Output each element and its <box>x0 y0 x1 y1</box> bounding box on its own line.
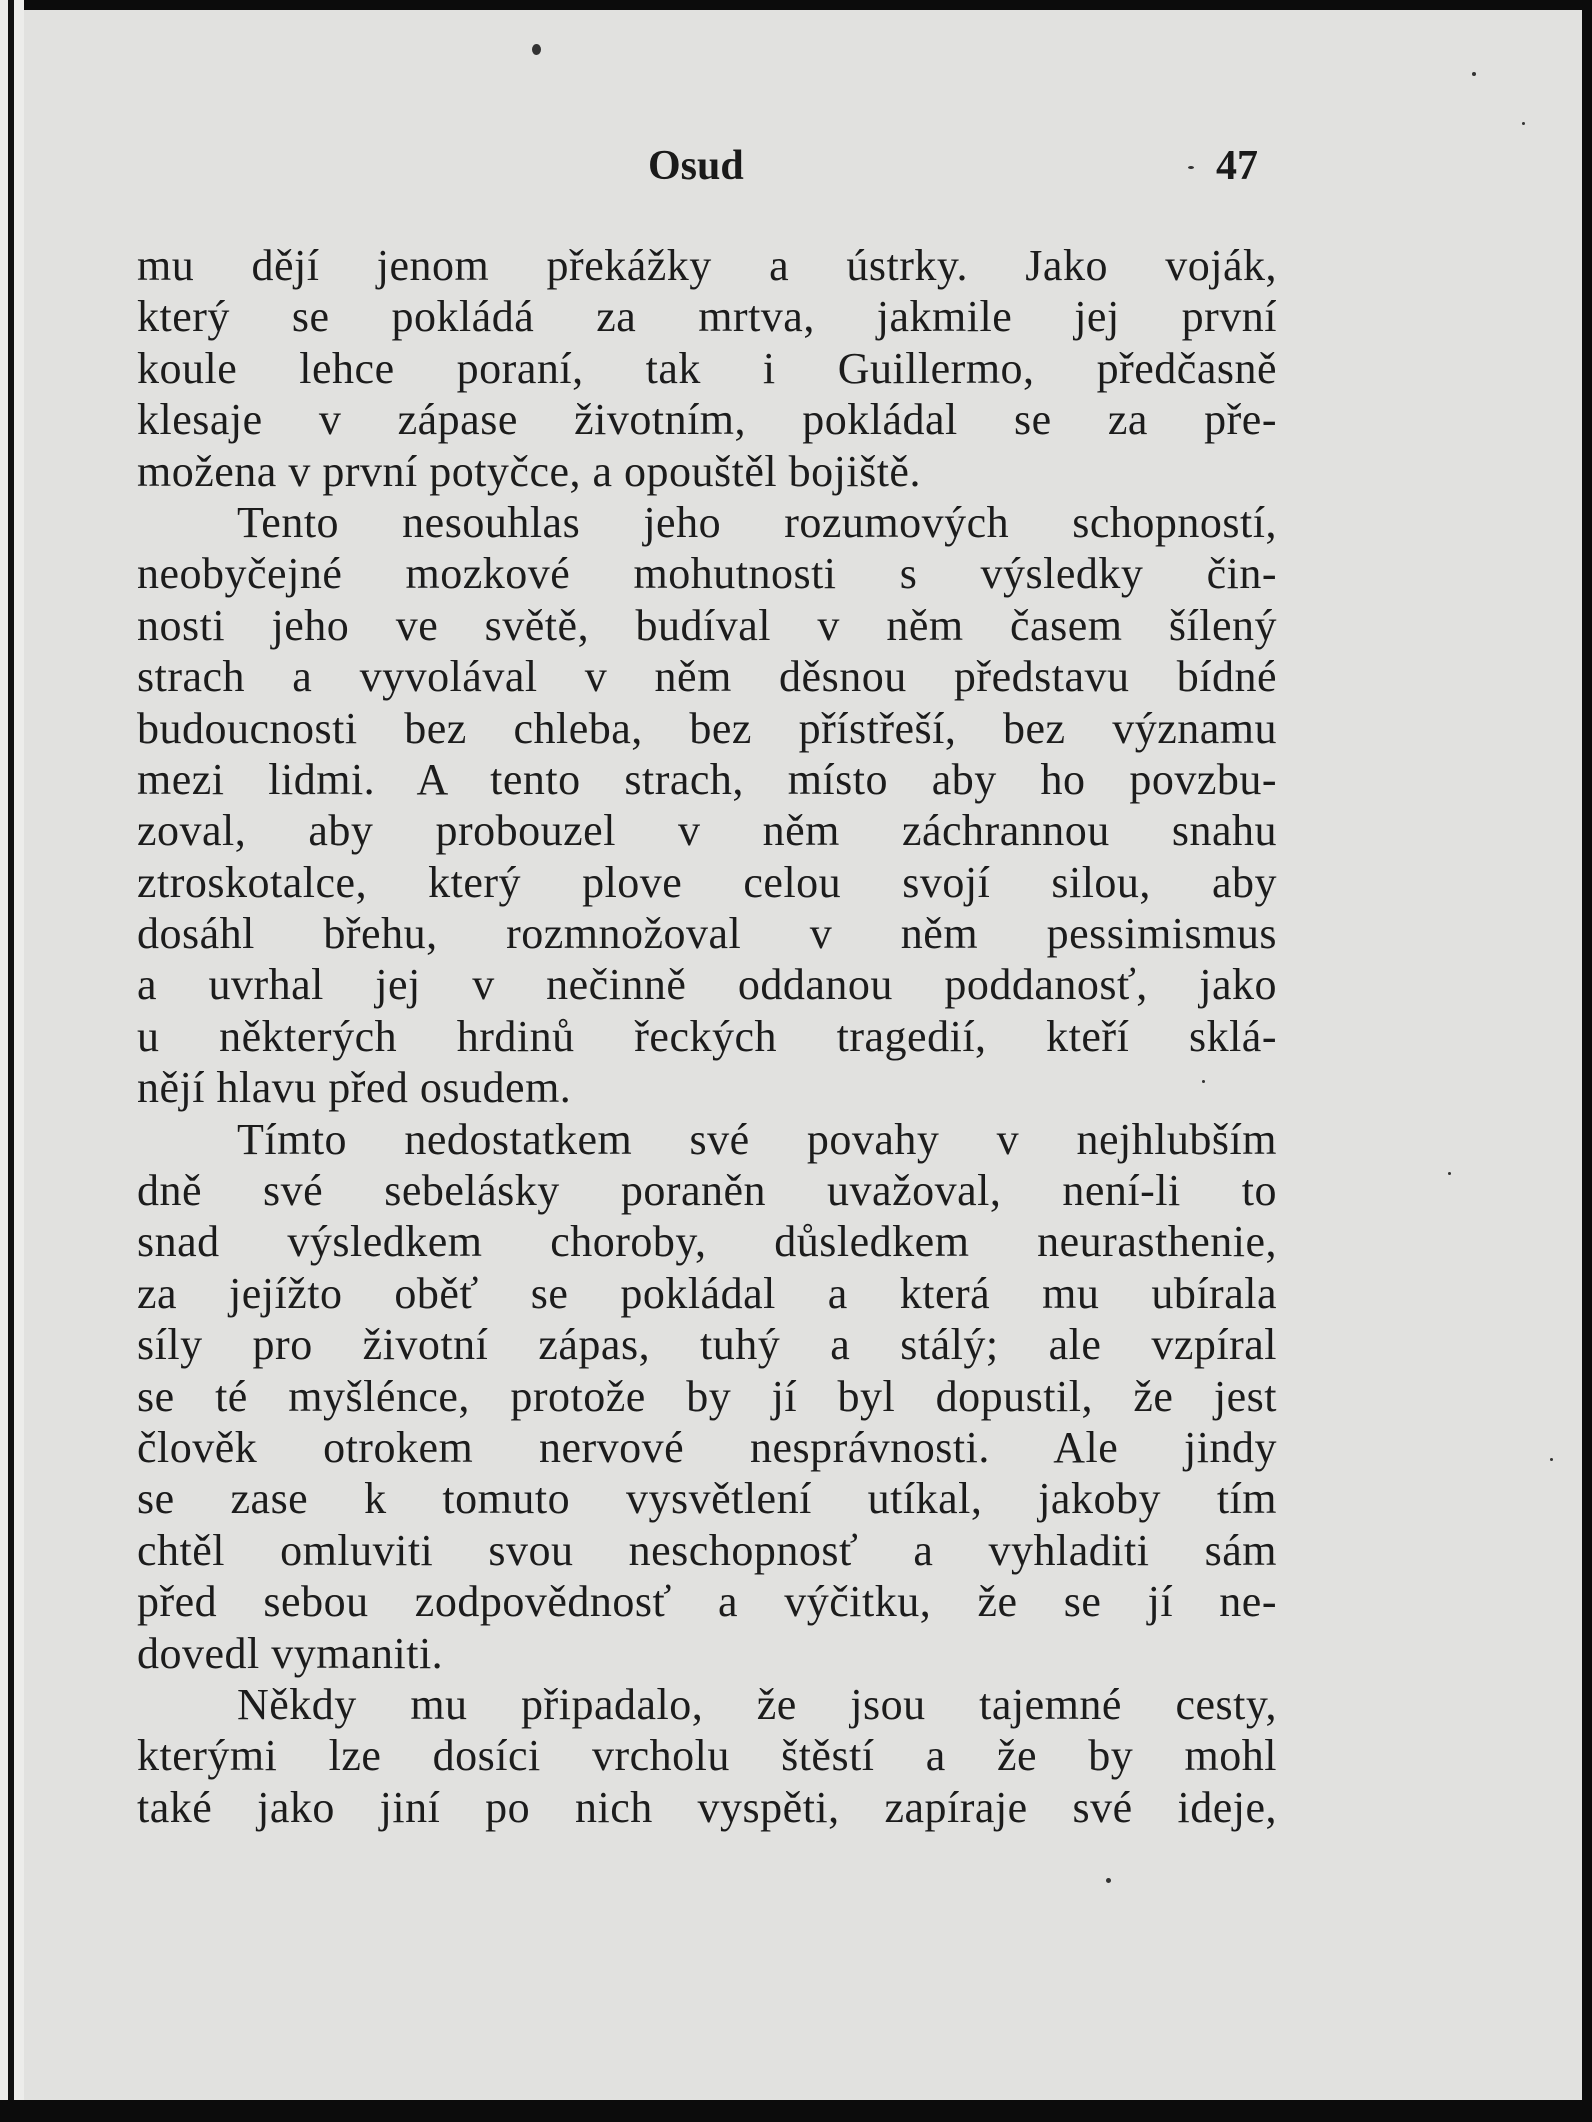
book-page <box>24 10 1582 2100</box>
text-line: snad výsledkem choroby, důsledkem neurasthenie, <box>137 1217 1277 1267</box>
text-line: klesaje v zápase životním, pokládal se za pře- <box>137 395 1277 445</box>
binding-rule <box>8 0 14 2122</box>
text-line: nějí hlavu před osudem. <box>137 1063 572 1113</box>
text-line: Tímto nedostatkem své povahy v nejhlubším <box>237 1114 1277 1164</box>
text-line: dně své sebelásky poraněn uvažoval, není-li to <box>137 1166 1277 1216</box>
text-line: Tento nesouhlas jeho rozumových schopností, <box>237 497 1277 547</box>
text-line: nosti jeho ve světě, budíval v něm časem šílený <box>137 600 1277 650</box>
text-line: před sebou zodpovědnosť a výčitku, že se jí ne- <box>137 1577 1277 1627</box>
print-speck <box>1448 1172 1451 1175</box>
text-line: mu dějí jenom překážky a ústrky. Jako voják, <box>137 241 1277 290</box>
print-speck <box>1472 72 1476 76</box>
text-line: dovedl vymaniti. <box>137 1628 444 1678</box>
text-line: také jako jiní po nich vyspěti, zapíraje své ideje, <box>137 1782 1277 1832</box>
text-line: kterými lze dosíci vrcholu štěstí a že by mohl <box>137 1731 1277 1781</box>
print-speck <box>532 44 541 55</box>
text-line: koule lehce poraní, tak i Guillermo, předčasně <box>137 343 1277 393</box>
text-line: a uvrhal jej v nečinně oddanou poddanosť, jako <box>137 960 1277 1010</box>
text-line: ztroskotalce, který plove celou svojí silou, aby <box>137 857 1277 907</box>
text-line: u některých hrdinů řeckých tragedií, kteří sklá- <box>137 1011 1277 1061</box>
text-line: se té myšlénce, protože by jí byl dopustil, že jest <box>137 1371 1277 1421</box>
text-line: zoval, aby probouzel v něm záchrannou snahu <box>137 806 1277 856</box>
scan-bottom-edge <box>0 2100 1592 2122</box>
text-line: budoucnosti bez chleba, bez přístřeší, bez významu <box>137 703 1277 753</box>
body-text <box>137 240 1277 1833</box>
page-number: 47 <box>1216 143 1258 189</box>
text-line: možena v první potyčce, a opouštěl bojiště. <box>137 446 921 496</box>
text-line: se zase k tomuto vysvětlení utíkal, jakoby tím <box>137 1474 1277 1524</box>
running-title: Osud <box>648 143 744 189</box>
text-line: chtěl omluviti svou neschopnosť a vyhladiti sám <box>137 1525 1277 1575</box>
print-speck <box>1106 1878 1111 1883</box>
text-line: člověk otrokem nervové nesprávnosti. Ale jindy <box>137 1422 1277 1472</box>
text-line: za jejížto oběť se pokládal a která mu ubírala <box>137 1268 1277 1318</box>
text-line: mezi lidmi. A tento strach, místo aby ho povzbu- <box>137 754 1277 804</box>
print-speck <box>1550 1458 1553 1461</box>
print-speck <box>1522 122 1525 125</box>
text-line: síly pro životní zápas, tuhý a stálý; ale vzpíral <box>137 1320 1277 1370</box>
text-line: neobyčejné mozkové mohutnosti s výsledky čin- <box>137 549 1277 599</box>
text-line: strach a vyvolával v něm děsnou představu bídné <box>137 652 1277 702</box>
running-header <box>24 142 1582 202</box>
text-line: Někdy mu připadalo, že jsou tajemné cesty, <box>237 1679 1277 1729</box>
text-line: který se pokládá za mrtva, jakmile jej první <box>137 292 1277 342</box>
text-line: dosáhl břehu, rozmnožoval v něm pessimismus <box>137 909 1277 959</box>
